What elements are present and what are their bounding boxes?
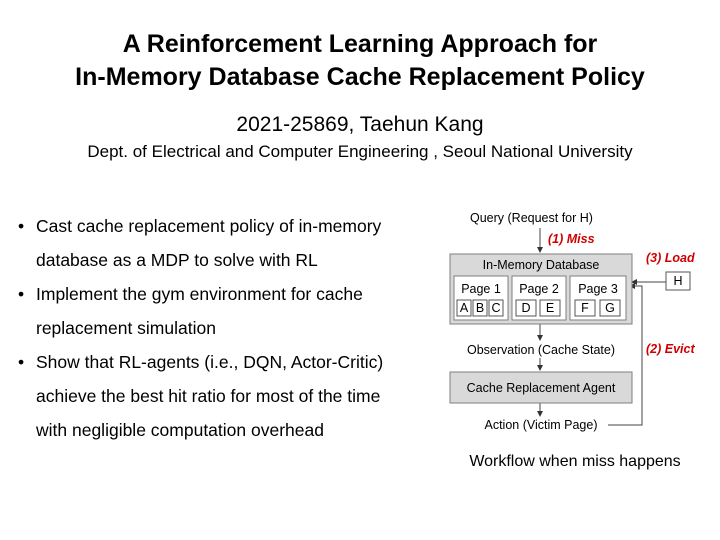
page-label: Page 3 bbox=[578, 282, 618, 296]
miss-label: (1) Miss bbox=[548, 232, 595, 246]
item-label: A bbox=[459, 301, 469, 315]
bullet-list bbox=[18, 209, 438, 447]
query-label: Query (Request for H) bbox=[470, 211, 593, 225]
workflow-diagram bbox=[430, 200, 720, 480]
observation-label: Observation (Cache State) bbox=[467, 343, 615, 357]
slide-title-line2: In-Memory Database Cache Replacement Policy bbox=[75, 63, 645, 91]
database-label: In-Memory Database bbox=[482, 258, 600, 272]
load-label: (3) Load bbox=[646, 251, 695, 265]
bullet-text: database as a MDP to solve with RL bbox=[36, 250, 318, 270]
bullet-symbol: • bbox=[18, 216, 25, 236]
diagram-caption: Workflow when miss happens bbox=[469, 453, 681, 470]
item-label: B bbox=[475, 301, 485, 315]
item-label: F bbox=[581, 301, 589, 315]
affiliation: Dept. of Electrical and Computer Engineering , Seoul National University bbox=[87, 142, 633, 161]
bullet-symbol: • bbox=[18, 284, 25, 304]
item-label: C bbox=[491, 301, 501, 315]
incoming-page-label: H bbox=[673, 274, 683, 288]
item-label: G bbox=[605, 301, 615, 315]
page-label: Page 2 bbox=[519, 282, 559, 296]
evict-label: (2) Evict bbox=[646, 342, 695, 356]
bullet-text: with negligible computation overhead bbox=[36, 420, 324, 440]
bullet-symbol: • bbox=[18, 352, 25, 372]
bullet-item bbox=[18, 277, 438, 345]
action-label: Action (Victim Page) bbox=[484, 418, 598, 432]
bullet-text: replacement simulation bbox=[36, 318, 216, 338]
bullet-item bbox=[18, 209, 438, 277]
bullet-text: Cast cache replacement policy of in-memory bbox=[36, 216, 382, 236]
slide-title-line1: A Reinforcement Learning Approach for bbox=[122, 30, 598, 58]
item-label: E bbox=[545, 301, 555, 315]
bullet-text: Show that RL-agents (i.e., DQN, Actor-Critic) bbox=[36, 352, 384, 372]
agent-label: Cache Replacement Agent bbox=[466, 381, 616, 395]
bullet-text: achieve the best hit ratio for most of the time bbox=[36, 386, 381, 406]
bullet-item bbox=[18, 345, 438, 447]
author: 2021-25869, Taehun Kang bbox=[236, 113, 484, 136]
item-label: D bbox=[521, 301, 531, 315]
page-label: Page 1 bbox=[461, 282, 501, 296]
bullet-text: Implement the gym environment for cache bbox=[36, 284, 363, 304]
